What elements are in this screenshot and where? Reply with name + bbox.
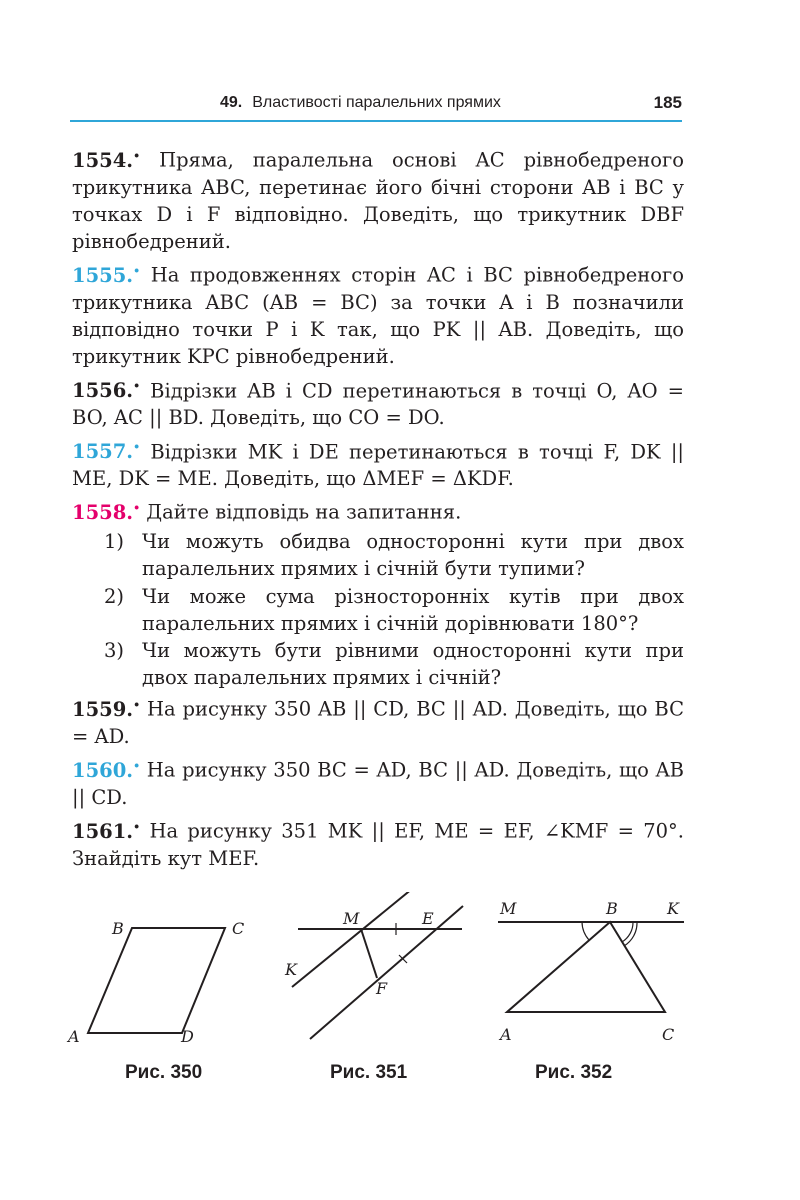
label-m: M <box>343 909 360 928</box>
problem-1559 <box>72 691 684 750</box>
label-a: A <box>500 1025 512 1044</box>
problem-1560 <box>72 752 684 811</box>
caption-351: Рис. 351 <box>330 1062 408 1083</box>
problem-text: На рисунку 350 BC = AD, BC || AD. Доведіть, що AB || CD. <box>72 758 684 809</box>
problem-text: На рисунку 351 MK || EF, ME = EF, ∠KMF = 70°. Знайдіть кут MEF. <box>72 819 685 870</box>
problem-text: Відрізки MK і DE перетинаються в точці F, DK || ME, DK = ME. Доведіть, що ΔMEF = ΔKDF. <box>72 440 684 491</box>
figure-350-parallelogram <box>60 892 260 1057</box>
label-b: B <box>112 919 124 938</box>
problem-number: 1557.• <box>72 440 141 464</box>
subquestion-3: 3) Чи можуть бути рівними односторонні кути при двох паралельних прямих і січній? <box>104 638 684 690</box>
problem-text: На продовженнях сторін AC і BC рівнобедреного трикутника ABC (AB = BC) за точки A і B позначили відповідно точки P і K так, що PK || AB. Доведіть, що трикутник KPC рівнобедрений. <box>72 263 684 369</box>
problem-number: 1561.• <box>72 819 141 843</box>
line-ef <box>310 906 463 1039</box>
label-f: F <box>376 979 388 998</box>
label-b: B <box>606 899 618 918</box>
problem-text: На рисунку 350 AB || CD, BC || AD. Доведіть, що BC = AD. <box>72 697 684 749</box>
segment-mf <box>361 929 377 978</box>
caption-350: Рис. 350 <box>125 1062 203 1083</box>
problem-number: 1558.• <box>72 500 141 524</box>
problem-1554 <box>72 142 684 255</box>
angle-arc-mba <box>582 922 589 940</box>
label-c: C <box>232 919 245 938</box>
problem-text: Дайте відповідь на запитання. <box>146 500 462 524</box>
problem-1556 <box>72 373 684 432</box>
label-k: K <box>285 960 297 979</box>
problem-text: Відрізки AB і CD перетинаються в точці O, AO = BO, AC || BD. Доведіть, що CO = DO. <box>72 379 684 430</box>
problem-1557 <box>72 434 684 493</box>
problem-number: 1554.• <box>72 148 141 172</box>
caption-352: Рис. 352 <box>535 1062 613 1083</box>
problem-1558 <box>72 494 684 526</box>
figure-351 <box>280 892 480 1057</box>
section-title: Властивості паралельних прямих <box>252 94 501 111</box>
section-number: 49. <box>220 94 243 111</box>
header-rule <box>70 120 682 122</box>
problems-content <box>72 142 684 874</box>
subquestion-2: 2) Чи може сума різносторонніх кутів при двох паралельних прямих і січній дорівнювати 180°? <box>104 584 684 635</box>
figure-352 <box>490 892 690 1057</box>
page-number: 185 <box>653 93 682 112</box>
problem-number: 1560.• <box>72 758 141 782</box>
subquestion-1: 1) Чи можуть обидва односторонні кути при двох паралельних прямих і січній бути тупими? <box>104 530 684 581</box>
label-k: K <box>667 899 679 918</box>
label-m: M <box>500 899 517 918</box>
parallelogram-shape <box>88 928 225 1033</box>
label-a: A <box>68 1027 80 1046</box>
problem-text: Пряма, паралельна основі AC рівнобедреного трикутника ABC, перетинає його бічні сторони AB і BC у точках D і F відповідно. Доведіть, що трикутник DBF рівнобедрений. <box>72 148 685 254</box>
label-e: E <box>422 909 434 928</box>
line-mk <box>292 892 418 987</box>
problem-number: 1559.• <box>72 697 141 721</box>
section-heading <box>220 94 501 112</box>
problem-number: 1556.• <box>72 379 141 403</box>
page-header <box>70 88 682 122</box>
problem-1561 <box>72 813 684 872</box>
label-d: D <box>181 1027 194 1046</box>
problem-number: 1555.• <box>72 263 141 287</box>
problem-1555 <box>72 257 684 370</box>
label-c: C <box>662 1025 675 1044</box>
